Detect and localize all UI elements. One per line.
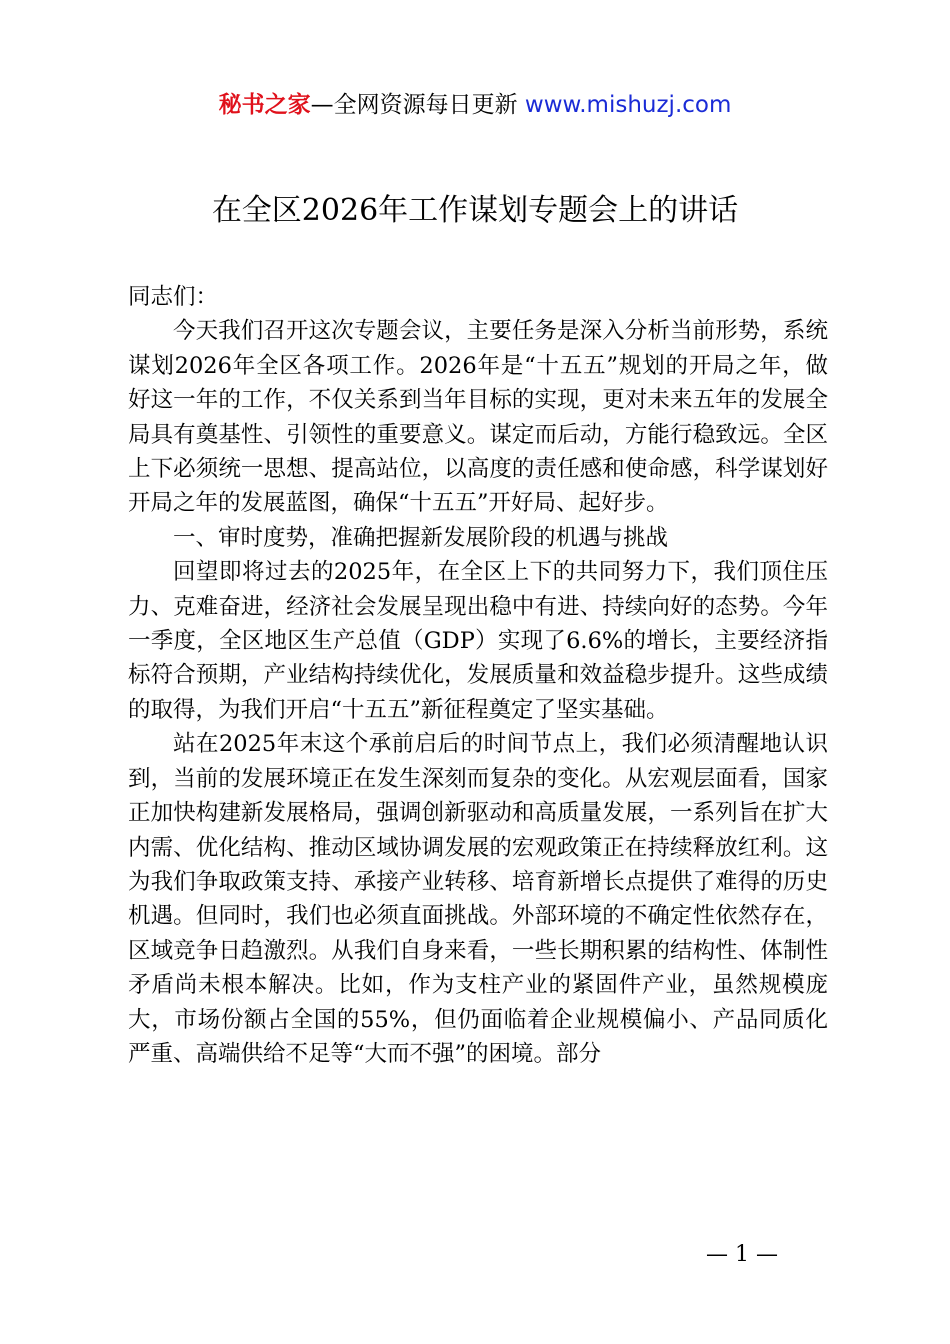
- brand-name: 秘书之家: [218, 92, 311, 118]
- paragraph-analysis: 站在2025年末这个承前启后的时间节点上，我们必须清醒地认识到，当前的发展环境正在发生深刻而复杂的变化。从宏观层面看，国家正加快构建新发展格局，强调创新驱动和高质量发展，一系列旨在扩大内需、优化结构、推动区域协调发展的宏观政策正在持续释放红利。这为我们争取政策支持、承接产业转移、培育新增长点提供了难得的历史机遇。但同时，我们也必须直面挑战。外部环境的不确定性依然存在，区域竞争日趋激烈。从我们自身来看，一些长期积累的结构性、体制性矛盾尚未根本解决。比如，作为支柱产业的紧固件产业，虽然规模庞大，市场份额占全国的55%，但仍面临着企业规模偏小、产品同质化严重、高端供给不足等“大而不强”的困境。部分: [128, 731, 828, 1067]
- site-url-link[interactable]: www.mishuzj.com: [524, 92, 732, 118]
- document-title: 在全区2026年工作谋划专题会上的讲话: [211, 193, 739, 228]
- page-number-text: — 1 —: [706, 1242, 778, 1267]
- page-number: [0, 1240, 950, 1270]
- site-banner: [0, 86, 950, 124]
- salutation: 同志们：: [128, 284, 219, 310]
- paragraph-intro: 今天我们召开这次专题会议，主要任务是深入分析当前形势，系统谋划2026年全区各项工作。2026年是“十五五”规划的开局之年，做好这一年的工作，不仅关系到当年目标的实现，更对未来五年的发展全局具有奠基性、引领性的重要意义。谋定而后动，方能行稳致远。全区上下必须统一思想、提高站位，以高度的责任感和使命感，科学谋划好开局之年的发展蓝图，确保“十五五”开好局、起好步。: [128, 318, 828, 517]
- section-heading: 一、审时度势，准确把握新发展阶段的机遇与挑战: [173, 524, 669, 551]
- document-body: [128, 280, 828, 1071]
- paragraph-review: 回望即将过去的2025年，在全区上下的共同努力下，我们顶住压力、克难奋进，经济社会发展呈现出稳中有进、持续向好的态势。今年一季度，全区地区生产总值（GDP）实现了6.6%的增长，主要经济指标符合预期，产业结构持续优化，发展质量和效益稳步提升。这些成绩的取得，为我们开启“十五五”新征程奠定了坚实基础。: [128, 559, 828, 723]
- banner-tagline: —全网资源每日更新: [310, 92, 525, 118]
